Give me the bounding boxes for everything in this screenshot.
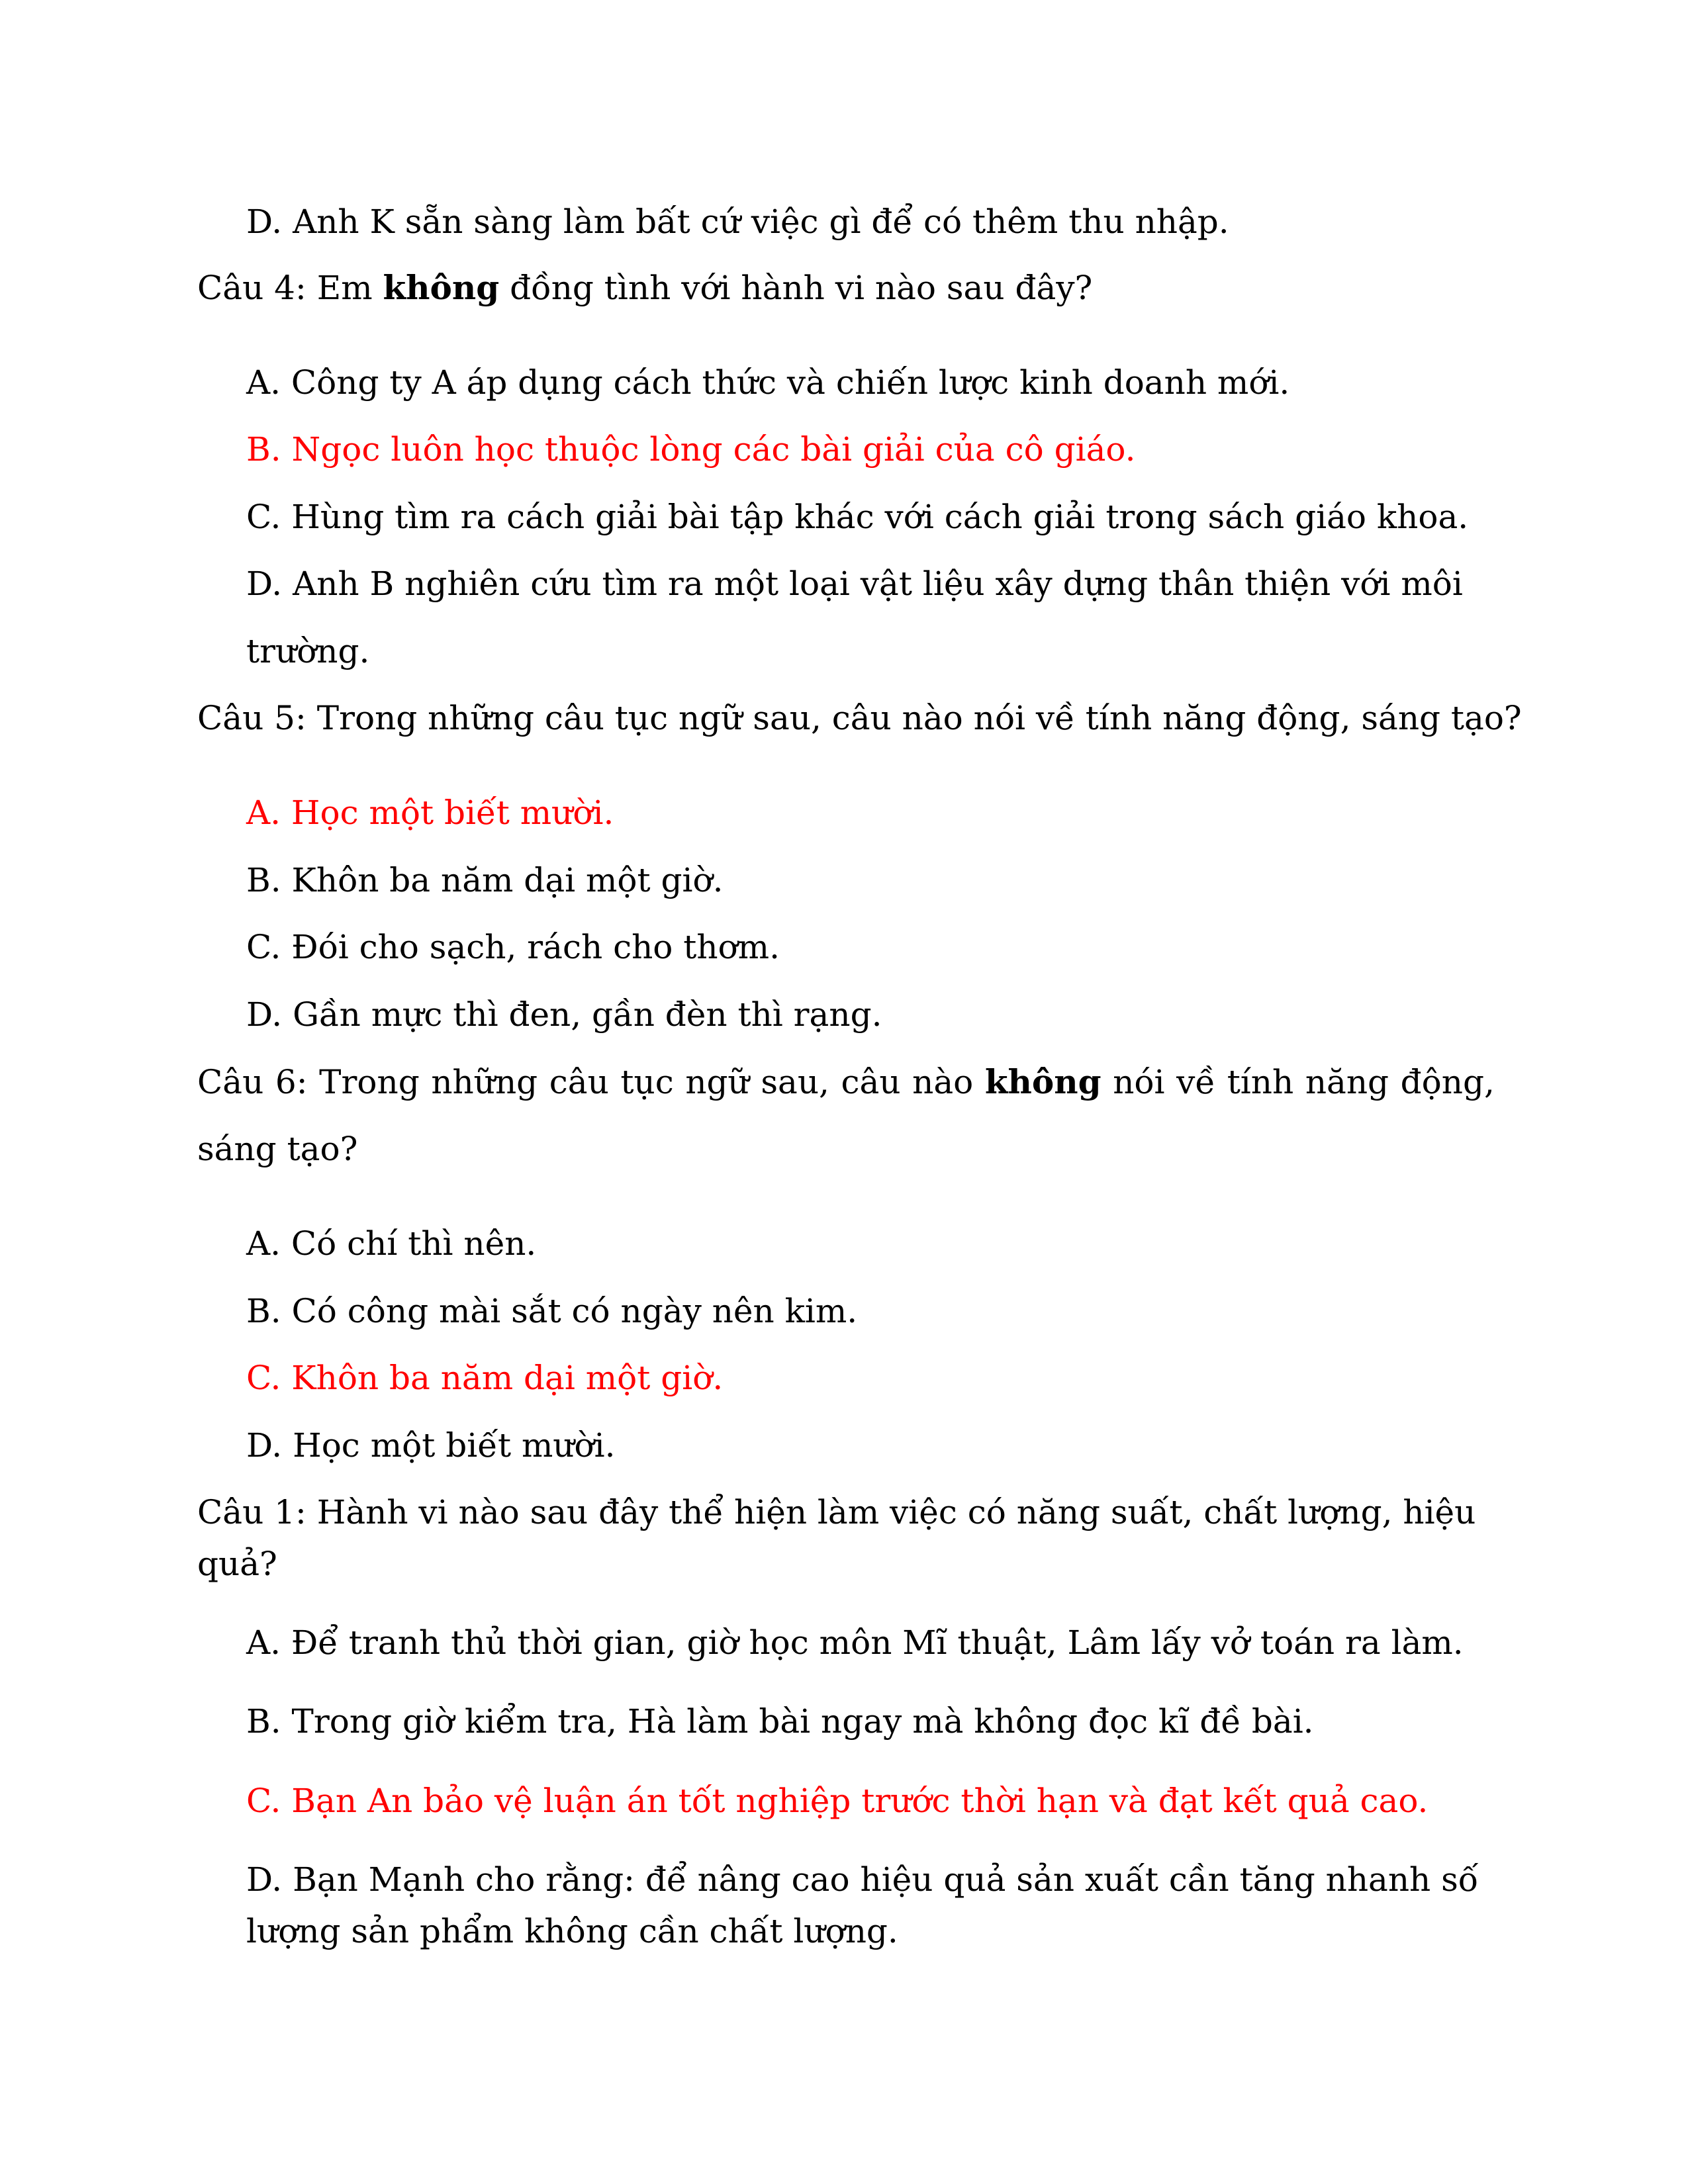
question-6-continued: sáng tạo? <box>197 1130 358 1168</box>
question-6-option-d: D. Học một biết mười. <box>246 1426 616 1465</box>
question-6-word: những <box>431 1063 538 1101</box>
question-5: Câu 5: Trong những câu tục ngữ sau, câu nào nói về tính năng động, sáng tạo? <box>197 699 1522 737</box>
question-6-word: Trong <box>319 1063 420 1101</box>
question-1-option-b: B. Trong giờ kiểm tra, Hà làm bài ngay mà không đọc kĩ đề bài. <box>246 1702 1314 1741</box>
question-6-word: tính <box>1227 1063 1294 1101</box>
question-1-option-d: D. Bạn Mạnh cho rằng: để nâng cao hiệu quả sản xuất cần tăng nhanh số <box>246 1860 1479 1899</box>
question-5-option-c: C. Đói cho sạch, rách cho thơm. <box>246 928 780 966</box>
question-6-word: câu <box>549 1063 609 1101</box>
question-4-suffix: đồng tình với hành vi nào sau đây? <box>510 269 1093 307</box>
question-6-word: động, <box>1400 1063 1495 1101</box>
question-6-word: sau, <box>761 1063 829 1101</box>
question-6-option-a: A. Có chí thì nên. <box>246 1224 537 1263</box>
question-5-option-b: B. Khôn ba năm dại một giờ. <box>246 861 724 899</box>
question-6-word: câu <box>841 1063 901 1101</box>
question-6-word: tục <box>620 1063 674 1101</box>
question-5-option-d: D. Gần mực thì đen, gần đèn thì rạng. <box>246 995 882 1034</box>
question-5-option-a-answer: A. Học một biết mười. <box>246 794 614 832</box>
question-6-word: về <box>1176 1063 1216 1101</box>
question-4-option-c: C. Hùng tìm ra cách giải bài tập khác với cách giải trong sách giáo khoa. <box>246 498 1469 536</box>
question-6-option-b: B. Có công mài sắt có ngày nên kim. <box>246 1292 858 1330</box>
question-4-option-b-answer: B. Ngọc luôn học thuộc lòng các bài giải của cô giáo. <box>246 430 1136 469</box>
question-6-word: nào <box>912 1063 974 1101</box>
question-6-word: 6: <box>275 1063 308 1101</box>
question-1-continued: quả? <box>197 1545 277 1583</box>
question-4-option-d-continued: trường. <box>246 632 370 670</box>
question-6-word: nói <box>1113 1063 1165 1101</box>
question-6-word: năng <box>1305 1063 1389 1101</box>
question-4-option-a: A. Công ty A áp dụng cách thức và chiến lược kinh doanh mới. <box>246 363 1290 402</box>
question-1-option-c-answer: C. Bạn An bảo vệ luận án tốt nghiệp trước thời hạn và đạt kết quả cao. <box>246 1782 1429 1820</box>
question-6-word: ngữ <box>685 1063 749 1101</box>
question-6-emphasis: không <box>984 1062 1102 1101</box>
question-6-option-c-answer: C. Khôn ba năm dại một giờ. <box>246 1359 724 1397</box>
question-4-prefix: Câu 4: Em <box>197 269 373 307</box>
question-1: Câu 1: Hành vi nào sau đây thể hiện làm việc có năng suất, chất lượng, hiệu <box>197 1493 1476 1531</box>
question-4 <box>197 268 1092 308</box>
question-1-option-d-continued: lượng sản phẩm không cần chất lượng. <box>246 1912 898 1950</box>
prev-option-d: D. Anh K sẵn sàng làm bất cứ việc gì để có thêm thu nhập. <box>246 203 1229 241</box>
question-1-option-a: A. Để tranh thủ thời gian, giờ học môn Mĩ thuật, Lâm lấy vở toán ra làm. <box>246 1623 1464 1662</box>
question-4-emphasis: không <box>383 268 500 307</box>
question-6-word: Câu <box>197 1063 264 1101</box>
question-4-option-d: D. Anh B nghiên cứu tìm ra một loại vật liệu xây dựng thân thiện với môi <box>246 565 1463 603</box>
question-6 <box>197 1062 1495 1102</box>
